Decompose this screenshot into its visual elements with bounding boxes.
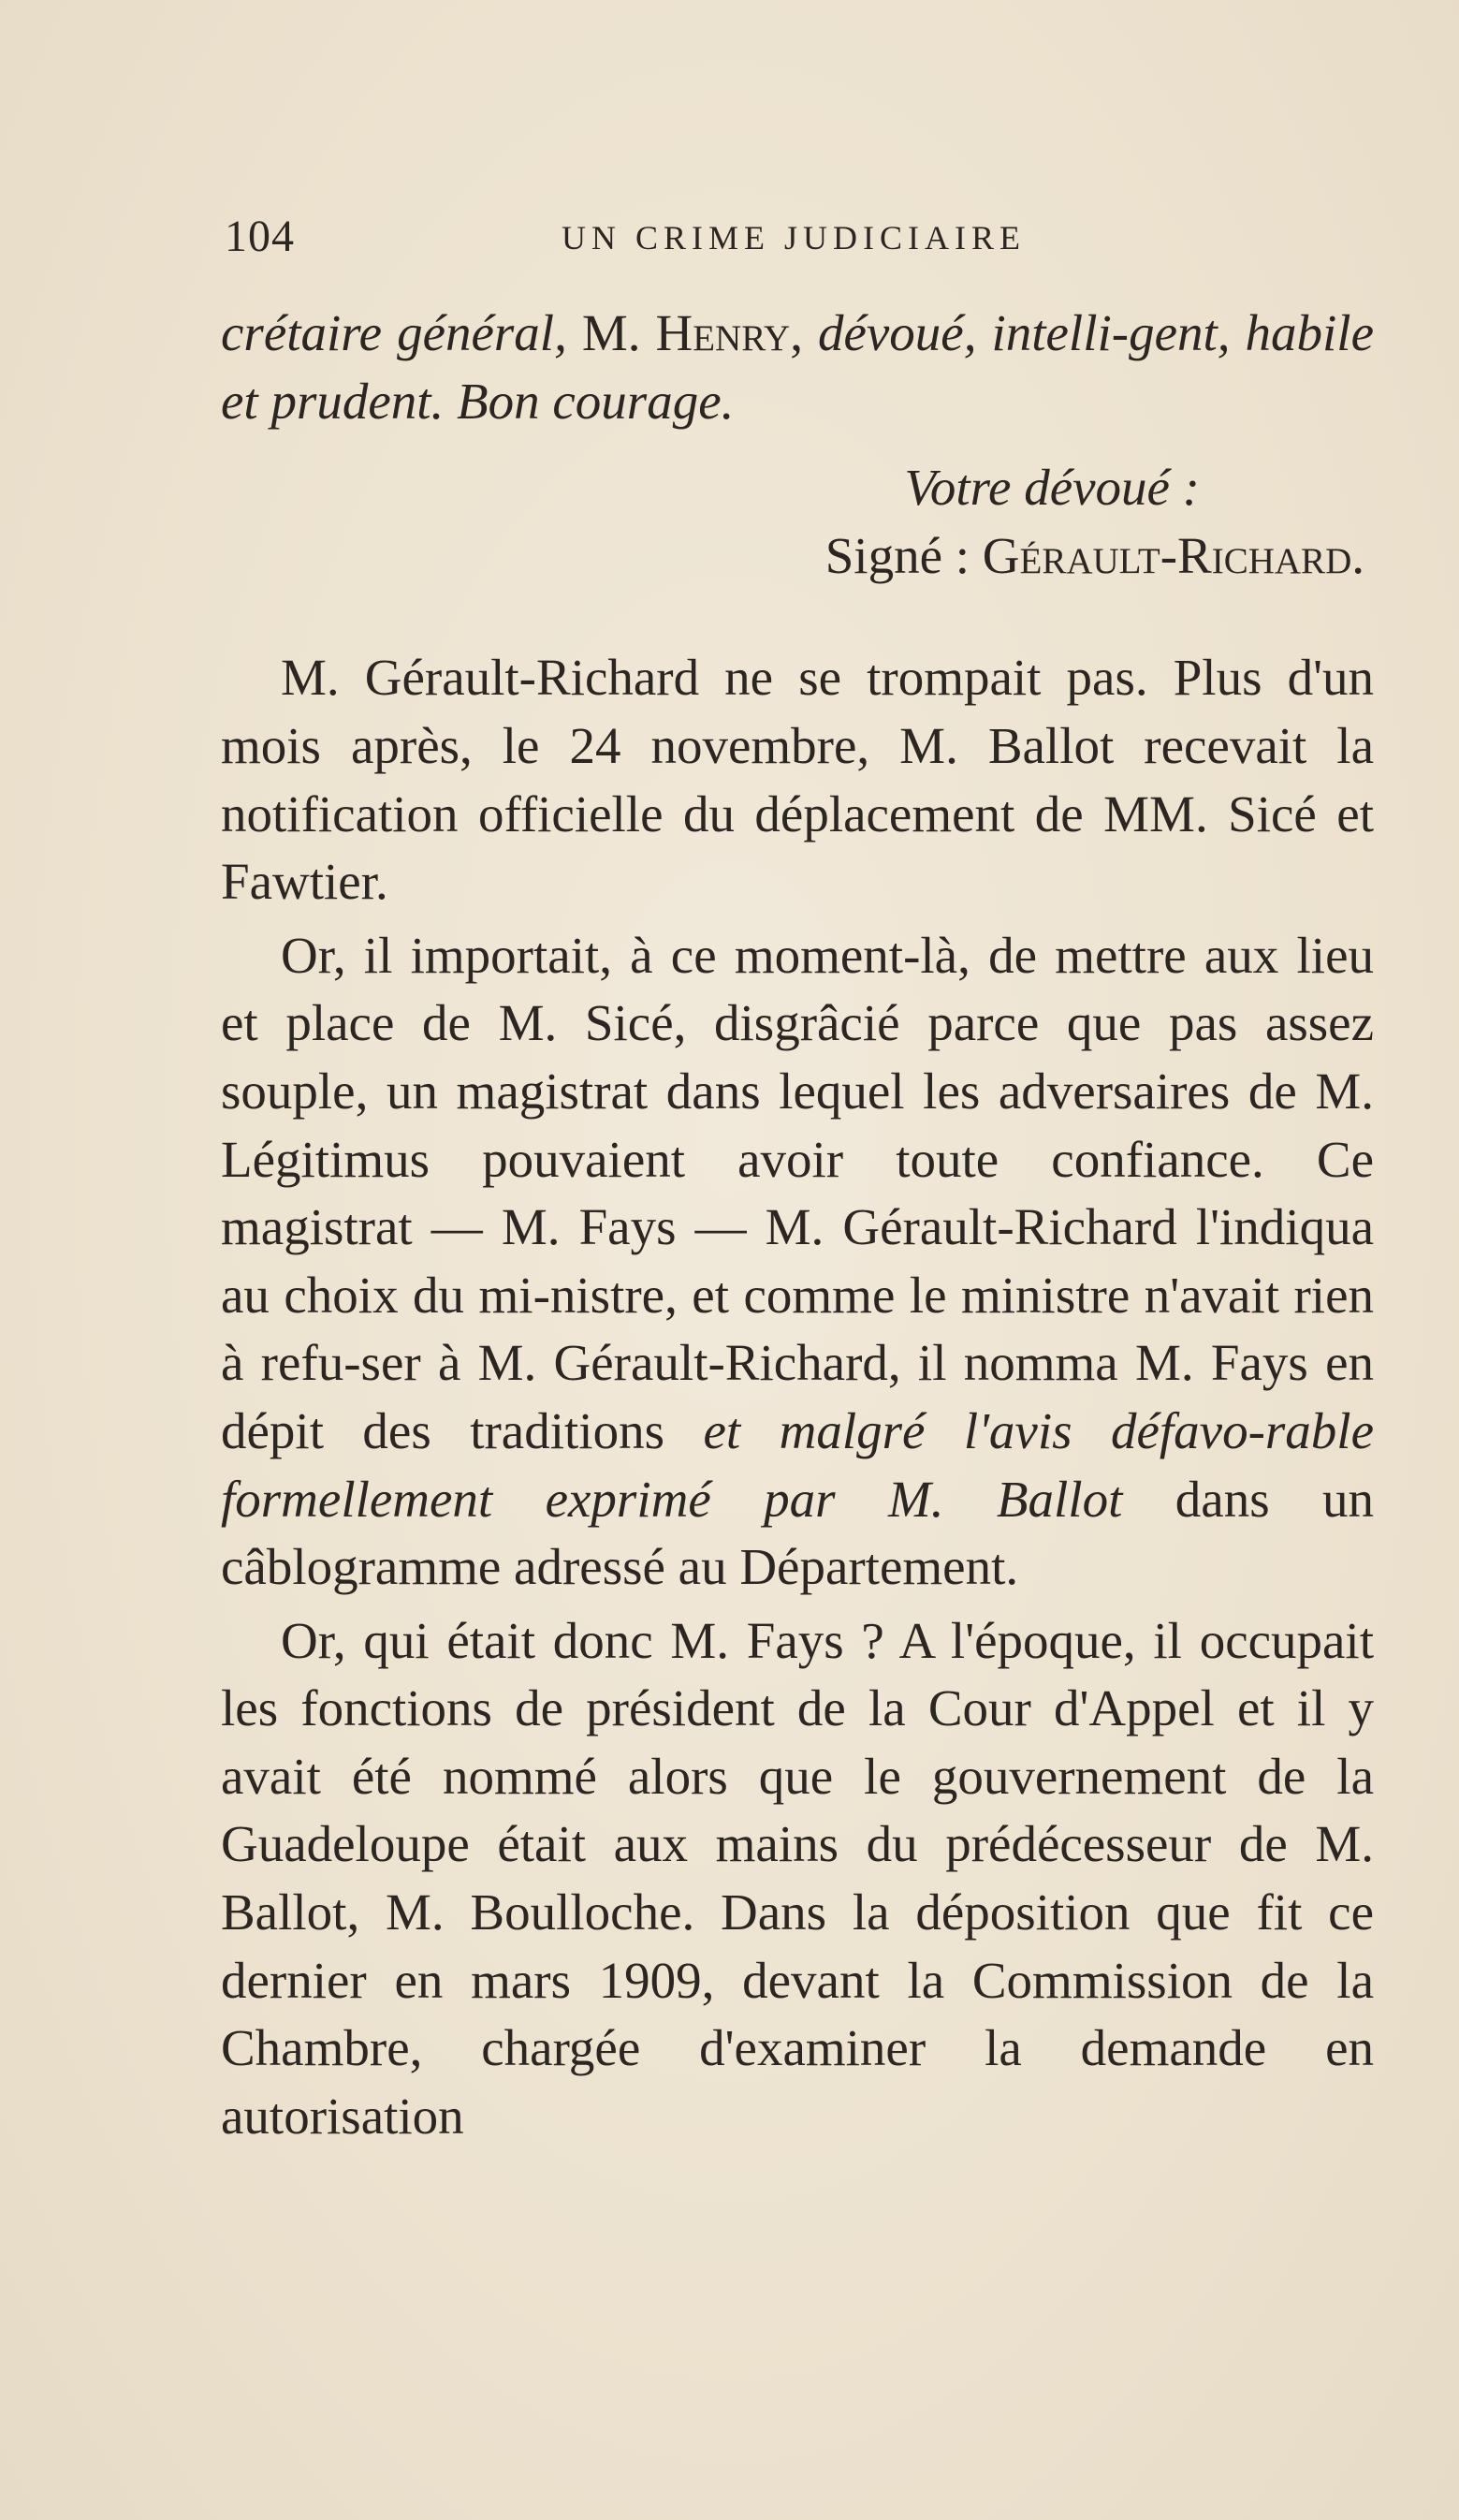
paragraph-3: Or, qui était donc M. Fays ? A l'époque, il occupait les fonctions de président de la Cour d'Appel et il y avait été nommé alors que le gouvernement de la Guadeloupe était aux mains du prédécesseur de M. Ballot, M. Boulloche. Dans la déposition que fit ce dernier en mars 1909, devant la Commission de la Chambre, chargée d'examiner la demande en autorisation	[221, 1611, 1374, 2145]
paragraph-2-text-b: dans un câblogramme adressé au Département.	[221, 1470, 1374, 1596]
paragraph-1: M. Gérault-Richard ne se trompait pas. Plus d'un mois après, le 24 novembre, M. Ballot recevait la notification officielle du déplacement de MM. Sicé et Fawtier.	[221, 649, 1374, 911]
page-header	[225, 211, 1376, 267]
letter-text-italic-2: dévoué, intelli-gent, habile et prudent. Bon courage.	[221, 304, 1374, 430]
signature-prefix: Signé :	[824, 526, 983, 584]
paragraph-2	[221, 922, 1374, 1602]
paragraph-2-italic: et malgré l'avis défavo-rable formellement exprimé par M. Ballot	[221, 1401, 1374, 1528]
page-number: 104	[225, 212, 295, 261]
letter-text-comma: ,	[790, 304, 818, 361]
name-henry: Henry	[655, 304, 791, 361]
signature-name: Gérault-Richard.	[982, 526, 1364, 584]
letter-signature	[221, 522, 1364, 591]
paragraph-2-text-a: Or, il importait, à ce moment-là, de mettre aux lieu et place de M. Sicé, disgrâcié parce que pas assez souple, un magistrat dans lequel les adversaires de M. Légitimus pouvaient avoir toute confiance. Ce magistrat — M. Fays — M. Gérault-Richard l'indiqua au choix du mi-nistre, et comme le ministre n'avait rien à refu-ser à M. Gérault-Richard, il nomma M. Fays en dépit des traditions	[221, 926, 1374, 1459]
paragraph-letter-end	[221, 300, 1374, 435]
page-body	[221, 300, 1374, 2150]
letter-closing: Votre dévoué :	[904, 459, 1200, 517]
letter-text-italic-1: crétaire général,	[221, 304, 567, 361]
section-gap	[221, 590, 1374, 644]
running-title: UN CRIME JUDICIAIRE	[562, 219, 1026, 256]
letter-text-roman: M.	[566, 304, 656, 361]
